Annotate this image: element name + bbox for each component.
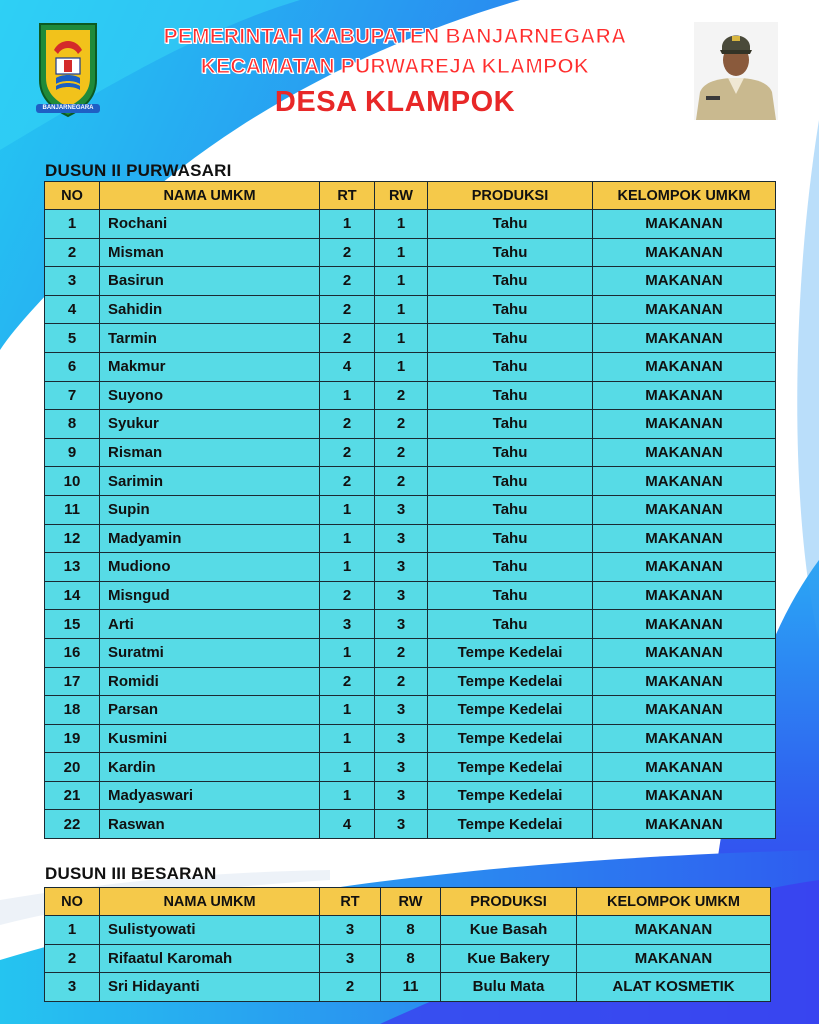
cell-no: 15 (45, 610, 100, 639)
cell-rw: 1 (375, 267, 428, 296)
cell-produksi: Tahu (428, 295, 593, 324)
cell-kelompok: MAKANAN (593, 438, 776, 467)
cell-rt: 2 (320, 973, 381, 1002)
col-header-produksi: PRODUKSI (428, 182, 593, 210)
table-row (45, 381, 776, 410)
cell-kelompok: MAKANAN (593, 638, 776, 667)
cell-kelompok: MAKANAN (593, 467, 776, 496)
cell-kelompok: MAKANAN (593, 810, 776, 839)
cell-produksi: Bulu Mata (441, 973, 577, 1002)
cell-rt: 1 (320, 724, 375, 753)
col-header-produksi: PRODUKSI (441, 888, 577, 916)
cell-rw: 1 (375, 210, 428, 239)
cell-nama: Misngud (100, 581, 320, 610)
table-row (45, 581, 776, 610)
cell-produksi: Kue Basah (441, 916, 577, 945)
cell-kelompok: MAKANAN (593, 410, 776, 439)
cell-no: 5 (45, 324, 100, 353)
cell-no: 19 (45, 724, 100, 753)
table-row (45, 352, 776, 381)
cell-rw: 2 (375, 381, 428, 410)
logo-caption: BANJARNEGARA (36, 104, 100, 113)
col-header-rw: RW (381, 888, 441, 916)
cell-kelompok: MAKANAN (593, 524, 776, 553)
cell-nama: Madyamin (100, 524, 320, 553)
cell-nama: Sahidin (100, 295, 320, 324)
cell-kelompok: MAKANAN (593, 295, 776, 324)
cell-rw: 2 (375, 638, 428, 667)
cell-nama: Syukur (100, 410, 320, 439)
cell-produksi: Tempe Kedelai (428, 810, 593, 839)
table-row (45, 238, 776, 267)
cell-rt: 2 (320, 438, 375, 467)
cell-kelompok: MAKANAN (593, 781, 776, 810)
cell-nama: Arti (100, 610, 320, 639)
cell-rt: 3 (320, 916, 381, 945)
cell-kelompok: MAKANAN (577, 944, 771, 973)
table-row (45, 610, 776, 639)
cell-kelompok: ALAT KOSMETIK (577, 973, 771, 1002)
cell-kelompok: MAKANAN (593, 753, 776, 782)
cell-nama: Kardin (100, 753, 320, 782)
cell-no: 18 (45, 696, 100, 725)
cell-rt: 3 (320, 610, 375, 639)
cell-produksi: Tahu (428, 581, 593, 610)
cell-produksi: Tahu (428, 267, 593, 296)
table-row (45, 753, 776, 782)
cell-nama: Sulistyowati (100, 916, 320, 945)
table-row (45, 495, 776, 524)
cell-rt: 1 (320, 495, 375, 524)
cell-produksi: Tahu (428, 324, 593, 353)
cell-no: 10 (45, 467, 100, 496)
cell-rt: 1 (320, 781, 375, 810)
table-row (45, 467, 776, 496)
cell-no: 2 (45, 238, 100, 267)
section-title-besaran: DUSUN III BESARAN (45, 864, 217, 883)
cell-rw: 2 (375, 410, 428, 439)
cell-produksi: Kue Bakery (441, 944, 577, 973)
cell-nama: Parsan (100, 696, 320, 725)
cell-rw: 2 (375, 467, 428, 496)
cell-no: 20 (45, 753, 100, 782)
cell-kelompok: MAKANAN (593, 352, 776, 381)
cell-rw: 3 (375, 581, 428, 610)
cell-no: 1 (45, 916, 100, 945)
umkm-table-purwasari (44, 181, 776, 839)
cell-produksi: Tahu (428, 495, 593, 524)
cell-rw: 1 (375, 324, 428, 353)
table-row (45, 973, 771, 1002)
cell-kelompok: MAKANAN (593, 581, 776, 610)
cell-rw: 8 (381, 944, 441, 973)
cell-rw: 3 (375, 724, 428, 753)
cell-rt: 2 (320, 238, 375, 267)
cell-nama: Makmur (100, 352, 320, 381)
col-header-rw: RW (375, 182, 428, 210)
cell-kelompok: MAKANAN (593, 696, 776, 725)
cell-no: 8 (45, 410, 100, 439)
cell-produksi: Tahu (428, 352, 593, 381)
cell-rt: 2 (320, 410, 375, 439)
cell-rw: 3 (375, 495, 428, 524)
cell-nama: Kusmini (100, 724, 320, 753)
cell-kelompok: MAKANAN (593, 495, 776, 524)
cell-rw: 1 (375, 352, 428, 381)
cell-produksi: Tahu (428, 438, 593, 467)
cell-kelompok: MAKANAN (593, 381, 776, 410)
cell-produksi: Tempe Kedelai (428, 696, 593, 725)
cell-nama: Rifaatul Karomah (100, 944, 320, 973)
cell-rw: 3 (375, 753, 428, 782)
cell-rt: 4 (320, 810, 375, 839)
cell-no: 13 (45, 553, 100, 582)
cell-rw: 11 (381, 973, 441, 1002)
cell-produksi: Tahu (428, 210, 593, 239)
cell-nama: Tarmin (100, 324, 320, 353)
cell-rt: 2 (320, 581, 375, 610)
cell-rw: 3 (375, 524, 428, 553)
cell-nama: Sarimin (100, 467, 320, 496)
cell-produksi: Tahu (428, 410, 593, 439)
cell-nama: Romidi (100, 667, 320, 696)
cell-rw: 3 (375, 553, 428, 582)
cell-no: 7 (45, 381, 100, 410)
cell-nama: Rochani (100, 210, 320, 239)
cell-produksi: Tahu (428, 467, 593, 496)
cell-nama: Mudiono (100, 553, 320, 582)
cell-no: 3 (45, 973, 100, 1002)
cell-no: 16 (45, 638, 100, 667)
cell-nama: Basirun (100, 267, 320, 296)
cell-no: 9 (45, 438, 100, 467)
cell-rt: 2 (320, 667, 375, 696)
col-header-kelompok: KELOMPOK UMKM (593, 182, 776, 210)
cell-produksi: Tempe Kedelai (428, 753, 593, 782)
table-row (45, 810, 776, 839)
cell-rt: 3 (320, 944, 381, 973)
cell-rt: 1 (320, 210, 375, 239)
cell-no: 11 (45, 495, 100, 524)
cell-rw: 2 (375, 667, 428, 696)
table-row (45, 696, 776, 725)
cell-nama: Suyono (100, 381, 320, 410)
cell-rt: 1 (320, 696, 375, 725)
cell-kelompok: MAKANAN (593, 610, 776, 639)
col-header-rt: RT (320, 182, 375, 210)
cell-rt: 2 (320, 267, 375, 296)
cell-no: 2 (45, 944, 100, 973)
cell-nama: Madyaswari (100, 781, 320, 810)
cell-no: 17 (45, 667, 100, 696)
col-header-nama: NAMA UMKM (100, 888, 320, 916)
cell-produksi: Tahu (428, 238, 593, 267)
cell-rt: 2 (320, 467, 375, 496)
table-row (45, 638, 776, 667)
table-row (45, 781, 776, 810)
table-row (45, 295, 776, 324)
cell-rt: 1 (320, 638, 375, 667)
cell-rw: 1 (375, 295, 428, 324)
col-header-nama: NAMA UMKM (100, 182, 320, 210)
table-row (45, 553, 776, 582)
cell-rw: 1 (375, 238, 428, 267)
cell-produksi: Tempe Kedelai (428, 667, 593, 696)
table-row (45, 410, 776, 439)
cell-rt: 1 (320, 381, 375, 410)
cell-rt: 1 (320, 524, 375, 553)
table-row (45, 524, 776, 553)
cell-rw: 3 (375, 610, 428, 639)
header-title-block (110, 22, 680, 120)
cell-kelompok: MAKANAN (593, 667, 776, 696)
umkm-table-besaran (44, 887, 771, 1002)
regency-logo (34, 20, 102, 120)
cell-no: 6 (45, 352, 100, 381)
cell-produksi: Tahu (428, 524, 593, 553)
cell-no: 22 (45, 810, 100, 839)
cell-nama: Risman (100, 438, 320, 467)
table-header-row (45, 888, 771, 916)
cell-no: 14 (45, 581, 100, 610)
header-line-village: DESA KLAMPOK (274, 86, 516, 118)
cell-rw: 2 (375, 438, 428, 467)
col-header-no: NO (45, 888, 100, 916)
official-portrait (694, 22, 778, 120)
cell-rw: 3 (375, 696, 428, 725)
cell-kelompok: MAKANAN (593, 210, 776, 239)
cell-produksi: Tahu (428, 610, 593, 639)
cell-rt: 2 (320, 324, 375, 353)
table-row (45, 267, 776, 296)
cell-rt: 1 (320, 553, 375, 582)
cell-kelompok: MAKANAN (577, 916, 771, 945)
cell-rt: 2 (320, 295, 375, 324)
cell-kelompok: MAKANAN (593, 324, 776, 353)
cell-nama: Raswan (100, 810, 320, 839)
cell-no: 12 (45, 524, 100, 553)
cell-nama: Misman (100, 238, 320, 267)
header-line-regency: PEMERINTAH KABUPATEN BANJARNEGARA (163, 25, 627, 48)
cell-rt: 1 (320, 753, 375, 782)
cell-rw: 3 (375, 781, 428, 810)
cell-no: 4 (45, 295, 100, 324)
cell-kelompok: MAKANAN (593, 724, 776, 753)
cell-no: 1 (45, 210, 100, 239)
cell-kelompok: MAKANAN (593, 553, 776, 582)
cell-produksi: Tahu (428, 553, 593, 582)
cell-kelompok: MAKANAN (593, 238, 776, 267)
col-header-no: NO (45, 182, 100, 210)
cell-nama: Sri Hidayanti (100, 973, 320, 1002)
table-row (45, 724, 776, 753)
section-title-purwasari: DUSUN II PURWASARI (45, 161, 232, 180)
cell-rt: 4 (320, 352, 375, 381)
table-row (45, 438, 776, 467)
table-row (45, 210, 776, 239)
table-header-row (45, 182, 776, 210)
cell-no: 21 (45, 781, 100, 810)
cell-rw: 8 (381, 916, 441, 945)
col-header-rt: RT (320, 888, 381, 916)
cell-produksi: Tempe Kedelai (428, 781, 593, 810)
cell-kelompok: MAKANAN (593, 267, 776, 296)
cell-produksi: Tempe Kedelai (428, 638, 593, 667)
col-header-kelompok: KELOMPOK UMKM (577, 888, 771, 916)
table-row (45, 667, 776, 696)
cell-produksi: Tahu (428, 381, 593, 410)
cell-nama: Supin (100, 495, 320, 524)
table-row (45, 944, 771, 973)
cell-no: 3 (45, 267, 100, 296)
table-row (45, 324, 776, 353)
cell-produksi: Tempe Kedelai (428, 724, 593, 753)
cell-nama: Suratmi (100, 638, 320, 667)
cell-rw: 3 (375, 810, 428, 839)
header-line-district: KECAMATAN PURWAREJA KLAMPOK (200, 55, 590, 78)
table-row (45, 916, 771, 945)
